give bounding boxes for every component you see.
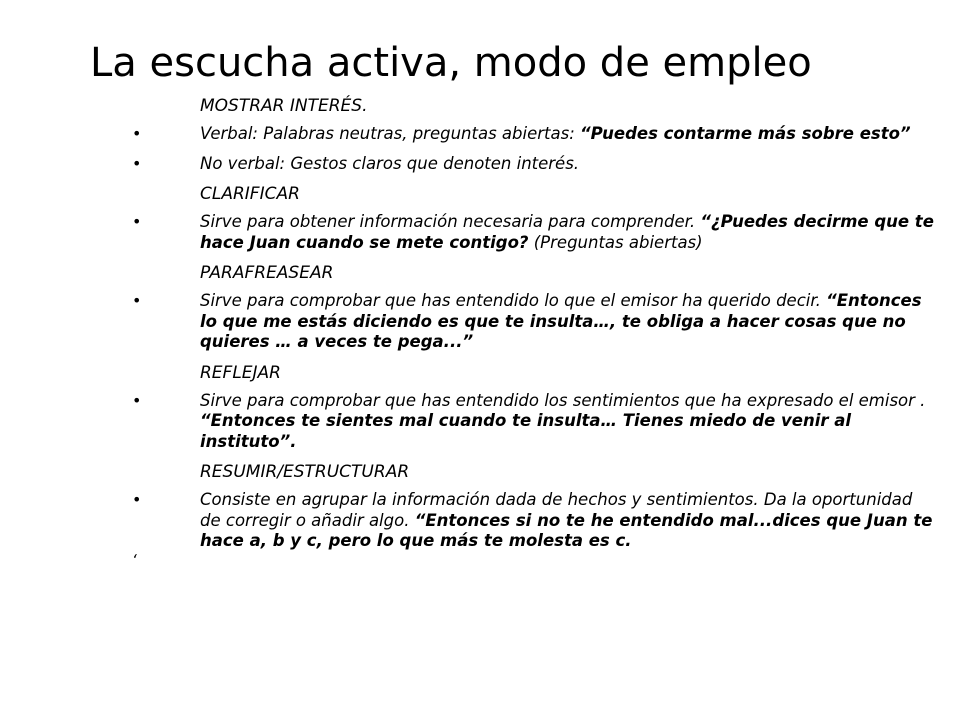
bullet-item-reflejar xyxy=(132,390,935,453)
section-heading-parafrasear: PARAFREASEAR xyxy=(200,263,334,283)
item-text: Sirve para comprobar que has entendido los sentimientos que ha expresado el emisor . xyxy=(200,390,926,410)
stray-mark: ‘ xyxy=(132,551,137,569)
slide-body xyxy=(132,95,935,561)
section-heading-clarificar: CLARIFICAR xyxy=(200,184,300,204)
bullet-item-clarificar xyxy=(132,212,935,253)
item-text: No verbal: Gestos claros que denoten interés. xyxy=(200,153,580,173)
bullet-item-resumir xyxy=(132,490,935,552)
item-text: Sirve para obtener información necesaria para comprender. xyxy=(200,212,701,231)
item-quote: “Entonces te sientes mal cuando te insulta… Tienes miedo de venir al instituto”. xyxy=(200,411,852,451)
item-quote: “Puedes contarme más sobre esto” xyxy=(580,124,911,143)
section-heading-resumir: RESUMIR/ESTRUCTURAR xyxy=(200,462,410,482)
section-heading-reflejar: REFLEJAR xyxy=(200,362,281,383)
item-quote: “¿Puedes decirme que te hace Juan cuando se mete contigo? xyxy=(200,212,934,252)
section-heading-mostrar-interes: MOSTRAR INTERÉS. xyxy=(200,96,368,116)
item-after: (Preguntas abiertas) xyxy=(528,232,703,252)
bullet-icon: • xyxy=(132,490,142,509)
bullet-icon: • xyxy=(132,291,142,310)
bullet-item-verbal xyxy=(132,124,935,145)
slide-title: La escucha activa, modo de empleo xyxy=(90,40,812,86)
bullet-icon: • xyxy=(132,153,142,173)
bullet-icon: • xyxy=(132,212,142,231)
item-text: Consiste en agrupar la información dada de hechos y sentimientos. Da la oportunidad de corregir o añadir algo. xyxy=(200,490,913,530)
bullet-item-parafrasear xyxy=(132,291,935,353)
bullet-item-no-verbal xyxy=(132,153,935,175)
bullet-icon: • xyxy=(132,124,142,143)
item-quote: “Entonces si no te he entendido mal...dices que Juan te hace a, b y c, pero lo que más te molesta es c. xyxy=(200,510,933,550)
item-text: Sirve para comprobar que has entendido lo que el emisor ha querido decir. xyxy=(200,291,827,310)
item-text: Verbal: Palabras neutras, preguntas abiertas: xyxy=(200,124,581,143)
bullet-icon: • xyxy=(132,390,142,410)
item-quote: “Entonces lo que me estás diciendo es que te insulta…, te obliga a hacer cosas que no quieres … a veces te pega...” xyxy=(200,291,922,351)
